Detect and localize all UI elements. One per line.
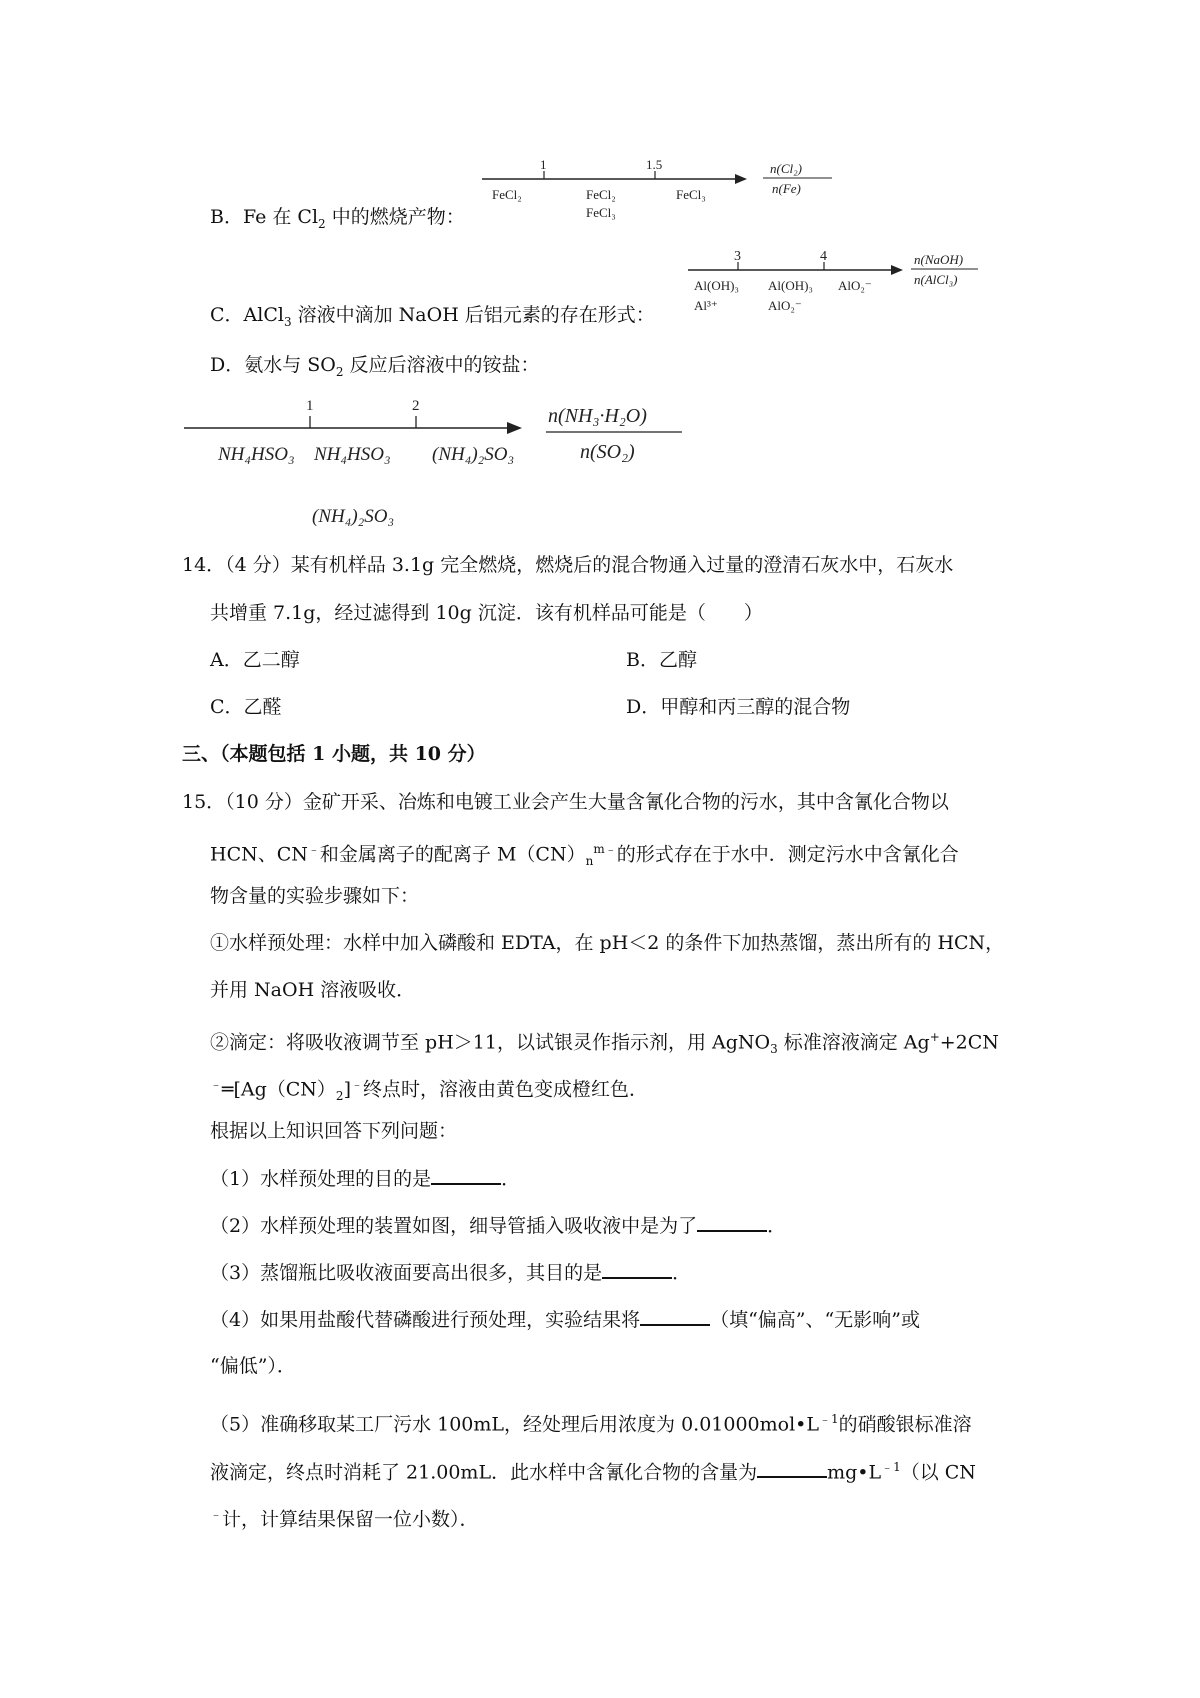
tick-4: 4 [820,249,827,264]
answer-blank-5[interactable] [757,1458,827,1478]
q15-part1: （1）水样预处理的目的是 ． [210,1165,520,1192]
region-nh42so3-a: (NH₄)₂SO₃ [432,444,515,465]
tick-2: 2 [412,398,420,414]
region-alo2-b: AlO₂⁻ [838,278,872,293]
q15-part2: （2）水样预处理的装置如图，细导管插入吸收液中是为了 ． [210,1212,786,1239]
ratio-denominator: n(AlCl₃) [914,272,958,287]
region-nh42so3-b: (NH₄)₂SO₃ [312,506,395,527]
answer-blank-1[interactable] [431,1165,501,1185]
region-nh4hso3-a: NH₄HSO₃ [218,444,295,465]
q15-part5-line3: ﹣计，计算结果保留一位小数）． [210,1507,479,1531]
option-d-text: D．氨水与 $SO_2$ 反应后溶液中的铵盐： [210,354,540,379]
ratio-denominator: n(Fe) [772,181,801,196]
q14-option-a: A．乙二醇 [210,649,300,671]
q14-option-b: B．乙醇 [626,649,697,671]
region-alo2-a: AlO₂⁻ [768,298,802,313]
q15-part5-line1: （5）准确移取某工厂污水 100mL，经处理后用浓度为 $0.01000mol•L^{﹣1}$的硝酸银标准溶 [210,1412,972,1436]
q14-option-c: C．乙醛 [210,696,282,718]
alcl3-number-line [686,246,986,326]
tick-1-5: 1.5 [646,157,663,172]
q15-part3: （3）蒸馏瓶比吸收液面要高出很多，其目的是 ． [210,1259,691,1286]
q15-step2-line2: $^﹣═[Ag(CN)_2]^﹣$终点时，溶液由黄色变成橙红色． [210,1077,649,1104]
q15-part5-line2: 液滴定，终点时消耗了 21.00mL．此水样中含氰化合物的含量为 $mg•L^{﹣1}$（以 CN [210,1460,976,1484]
region-fecl2: FeCl₂ [492,187,522,202]
q15-part4-line2: “偏低”）． [210,1355,296,1377]
q15-stem-line1: 15．（10 分）金矿开采、冶炼和电镀工业会产生大量含氰化合物的污水，其中含氰化合物以 [182,791,949,813]
q15-step2-line1: ②滴定：将吸收液调节至 pH＞11，以试银灵作指示剂，用 AgNO$_3$ 标准溶液滴定 Ag++2CN [210,1030,999,1057]
answer-blank-3[interactable] [602,1259,672,1279]
ratio-numerator: n(NH₃·H₂O) [548,405,647,427]
option-c-text: C．AlCl$_3$ 溶液中滴加 NaOH 后铝元素的存在形式： [210,304,655,329]
q15-stem-line2: HCN、CN﹣和金属离子的配离子 $M(CN)_n^{m﹣}$的形式存在于水中．测定污水中含氰化合 [210,842,959,869]
tick-3: 3 [734,249,741,264]
answer-blank-4[interactable] [640,1306,710,1326]
ratio-numerator: n(NaOH) [914,252,964,267]
q14-stem-line2: 共增重 7.1g，经过滤得到 10g 沉淀．该有机样品可能是（ ） [210,602,763,624]
region-fecl2-mixed: FeCl₂ [586,187,616,202]
q15-intro: 根据以上知识回答下列问题： [210,1120,458,1142]
tick-1: 1 [540,157,547,172]
region-nh4hso3-b: NH₄HSO₃ [314,444,391,465]
q15-stem-line3: 物含量的实验步骤如下： [210,885,420,907]
region-aloh3-a: Al(OH)₃ [694,278,739,293]
q15-step1-line2: 并用 NaOH 溶液吸收． [210,979,416,1001]
region-aloh3-b: Al(OH)₃ [768,278,813,293]
option-b-text: B．Fe 在 $Cl_2$ 中的燃烧产物： [210,206,465,231]
fe-cl2-number-line [480,155,850,235]
ratio-numerator: n(Cl₂) [770,161,802,176]
ratio-denominator: n(SO₂) [580,441,635,463]
region-fecl3-mixed: FeCl₃ [586,205,616,220]
region-fecl3: FeCl₃ [676,187,706,202]
q15-part4-line1: （4）如果用盐酸代替磷酸进行预处理，实验结果将 （填“偏高”、“无影响”或 [210,1306,920,1333]
q14-option-d: D．甲醇和丙三醇的混合物 [626,696,851,718]
nh3-so2-number-line [182,392,692,532]
region-al3plus: Al³⁺ [694,298,718,313]
section-heading: 三、（本题包括 1 小题，共 10 分） [182,743,486,765]
q14-stem-line1: 14．（4 分）某有机样品 3.1g 完全燃烧，燃烧后的混合物通入过量的澄清石灰水中，石灰水 [182,554,954,576]
answer-blank-2[interactable] [697,1212,767,1232]
tick-1: 1 [306,398,314,414]
q15-step1-line1: ①水样预处理：水样中加入磷酸和 EDTA，在 pH＜2 的条件下加热蒸馏，蒸出所有的 HCN， [210,932,1005,954]
